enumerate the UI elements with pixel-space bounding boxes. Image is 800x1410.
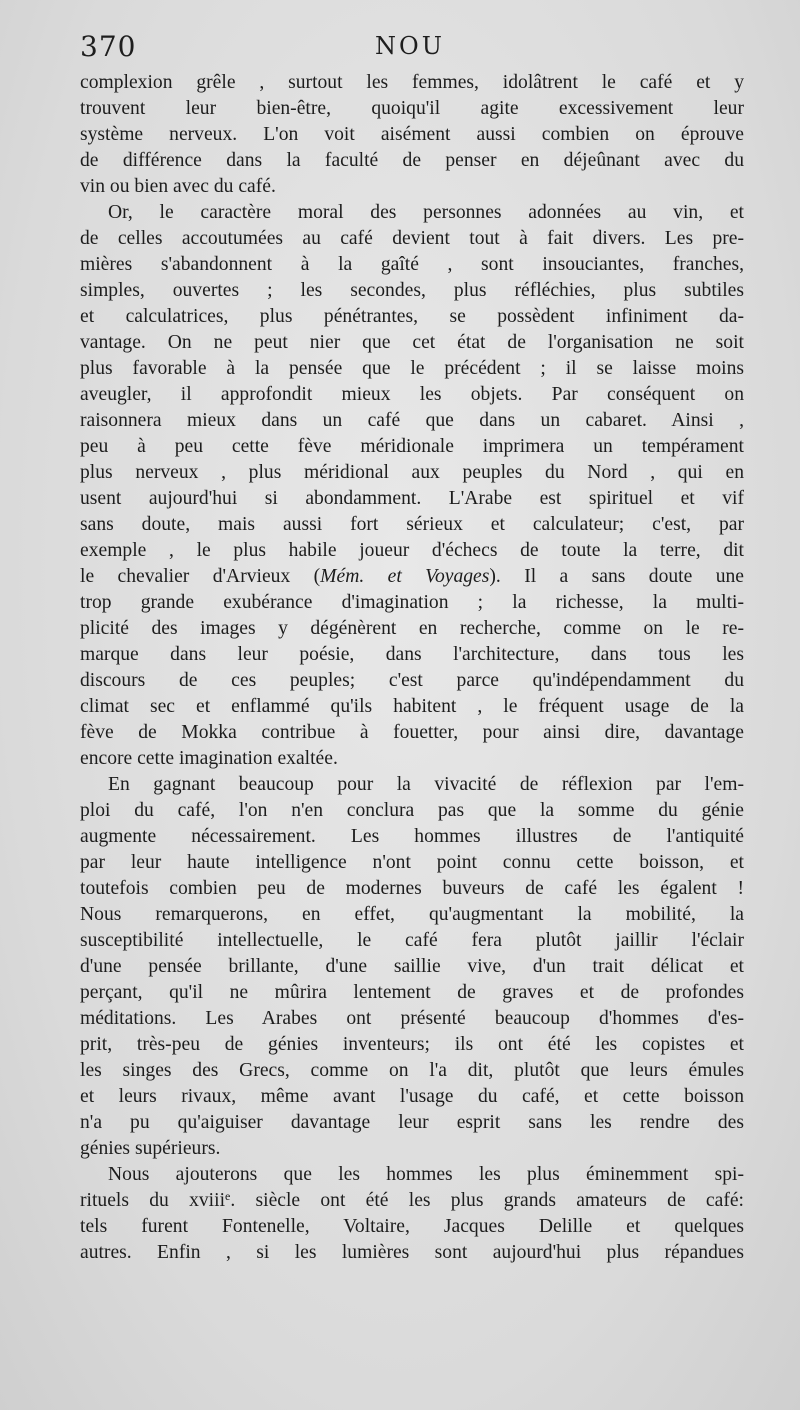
- text-line: de différence dans la faculté de penser en déjeûnant avec du: [80, 150, 744, 171]
- text-line: Or, le caractère moral des personnes adonnées au vin, et: [108, 202, 744, 223]
- text-line: usent aujourd'hui si abondamment. L'Arabe est spirituel et vif: [80, 488, 744, 509]
- text-line: par leur haute intelligence n'ont point connu cette boisson, et: [80, 852, 744, 873]
- text-line: de celles accoutumées au café devient tout à fait divers. Les pre-: [80, 228, 744, 249]
- page-header: [80, 30, 740, 70]
- text-line: autres. Enfin , si les lumières sont aujourd'hui plus répandues: [80, 1242, 744, 1263]
- text-line: n'a pu qu'aiguiser davantage leur esprit sans les rendre des: [80, 1112, 744, 1133]
- text-line: les singes des Grecs, comme on l'a dit, plutôt que leurs émules: [80, 1060, 744, 1081]
- text-line: et leurs rivaux, même avant l'usage du café, et cette boisson: [80, 1086, 744, 1107]
- text-line: [80, 564, 744, 590]
- text-line: augmente nécessairement. Les hommes illustres de l'antiquité: [80, 826, 744, 847]
- text-line: plicité des images y dégénèrent en recherche, comme on le re-: [80, 618, 744, 639]
- text-line: En gagnant beaucoup pour la vivacité de réflexion par l'em-: [108, 774, 744, 795]
- text-line: d'une pensée brillante, d'une saillie vive, d'un trait délicat et: [80, 956, 744, 977]
- text-line: toutefois combien peu de modernes buveurs de café les égalent !: [80, 878, 744, 899]
- text-line: mières s'abandonnent à la gaîté , sont insouciantes, franches,: [80, 254, 744, 275]
- text-line: [80, 1188, 744, 1214]
- text-line: vantage. On ne peut nier que cet état de l'organisation ne soit: [80, 332, 744, 353]
- text-line: trouvent leur bien-être, quoiqu'il agite excessivement leur: [80, 98, 744, 119]
- text-line: raisonnera mieux dans un café que dans un cabaret. Ainsi ,: [80, 410, 744, 431]
- text-line: système nerveux. L'on voit aisément aussi combien on éprouve: [80, 124, 744, 145]
- text-line: sans doute, mais aussi fort sérieux et calculateur; c'est, par: [80, 514, 744, 535]
- text-line: trop grande exubérance d'imagination ; la richesse, la multi-: [80, 592, 744, 613]
- text-line: tels furent Fontenelle, Voltaire, Jacques Delille et quelques: [80, 1216, 744, 1237]
- text-line: simples, ouvertes ; les secondes, plus réfléchies, plus subtiles: [80, 280, 744, 301]
- text-line: discours de ces peuples; c'est parce qu'indépendamment du: [80, 670, 744, 691]
- text-line: vin ou bien avec du café.: [80, 176, 276, 197]
- text-line: plus favorable à la pensée que le précédent ; il se laisse moins: [80, 358, 744, 379]
- text-line: complexion grêle , surtout les femmes, idolâtrent le café et y: [80, 72, 744, 93]
- page-number: 370: [80, 30, 137, 63]
- text-line: fève de Mokka contribue à fouetter, pour ainsi dire, davantage: [80, 722, 744, 743]
- text-line: ploi du café, l'on n'en conclura pas que la somme du génie: [80, 800, 744, 821]
- running-head: NOU: [375, 32, 445, 60]
- text-line: génies supérieurs.: [80, 1138, 221, 1159]
- text-line: susceptibilité intellectuelle, le café fera plutôt jaillir l'éclair: [80, 930, 744, 951]
- text-line: encore cette imagination exaltée.: [80, 748, 338, 769]
- body-text: [80, 70, 744, 1266]
- text-segment: ). Il a sans doute une: [489, 566, 744, 587]
- text-line: exemple , le plus habile joueur d'échecs de toute la terre, dit: [80, 540, 744, 561]
- text-line: méditations. Les Arabes ont présenté beaucoup d'hommes d'es-: [80, 1008, 744, 1029]
- italic-title: Mém. et Voyages: [320, 566, 490, 587]
- superscript: e: [225, 1189, 231, 1203]
- text-line: Nous remarquerons, en effet, qu'augmentant la mobilité, la: [80, 904, 744, 925]
- text-line: aveugler, il approfondit mieux les objets. Par conséquent on: [80, 384, 744, 405]
- text-line: peu à peu cette fève méridionale imprimera un tempérament: [80, 436, 744, 457]
- text-line: climat sec et enflammé qu'ils habitent , le fréquent usage de la: [80, 696, 744, 717]
- text-line: plus nerveux , plus méridional aux peuples du Nord , qui en: [80, 462, 744, 483]
- text-line: prit, très-peu de génies inventeurs; ils ont été les copistes et: [80, 1034, 744, 1055]
- text-segment: . siècle ont été les plus grands amateurs de café:: [230, 1190, 744, 1211]
- text-segment: rituels du xviii: [80, 1190, 226, 1211]
- text-line: marque dans leur poésie, dans l'architecture, dans tous les: [80, 644, 744, 665]
- text-line: et calculatrices, plus pénétrantes, se possèdent infiniment da-: [80, 306, 744, 327]
- text-line: Nous ajouterons que les hommes les plus éminemment spi-: [108, 1164, 744, 1185]
- text-segment: le chevalier d'Arvieux (: [80, 566, 321, 587]
- text-line: perçant, qu'il ne mûrira lentement de graves et de profondes: [80, 982, 744, 1003]
